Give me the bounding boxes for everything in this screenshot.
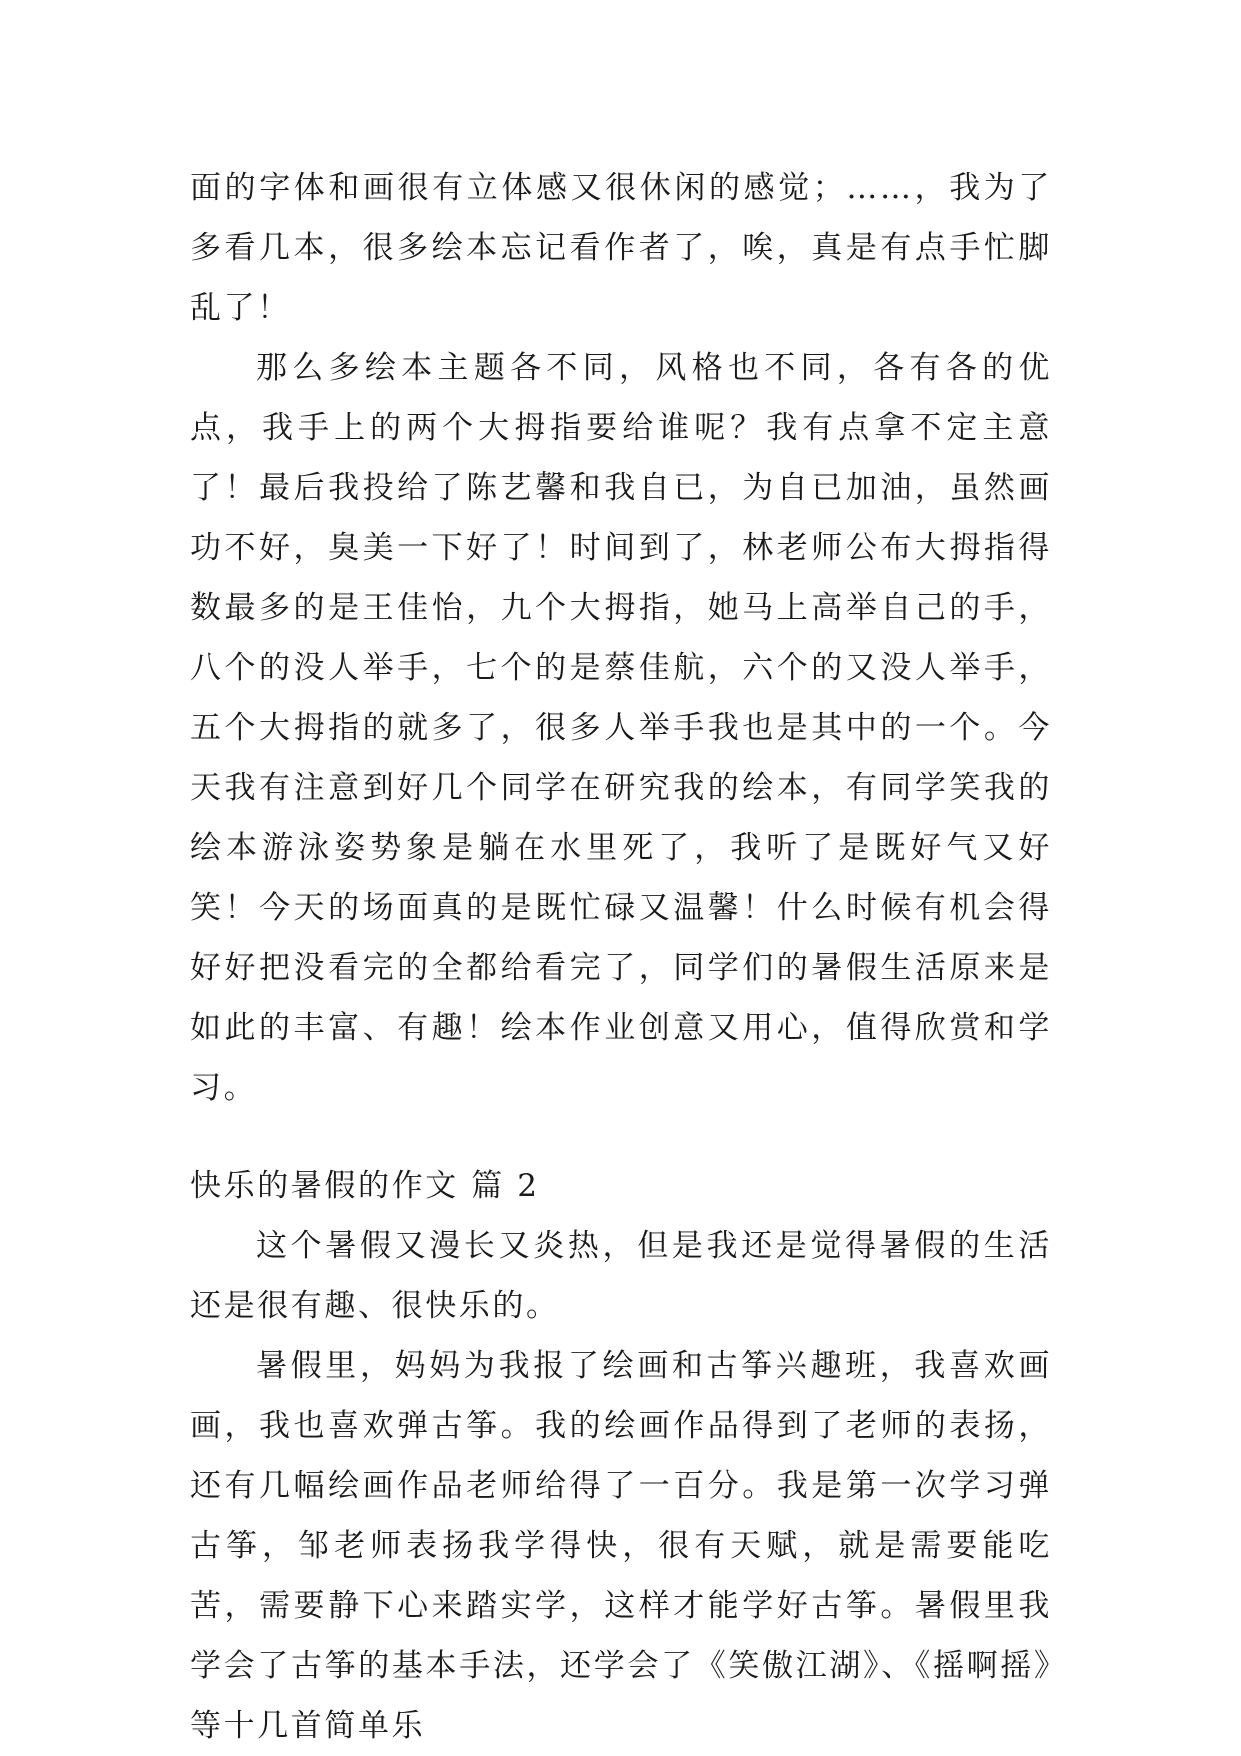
paragraph-summer-classes: 暑假里，妈妈为我报了绘画和古筝兴趣班，我喜欢画画，我也喜欢弹古筝。我的绘画作品得到了老师的表扬，还有几幅绘画作品老师给得了一百分。我是第一次学习弹古筝，邹老师表扬我学得快，很有天赋，就是需要能吃苦，需要静下心来踏实学，这样才能学好古筝。暑假里我学会了古筝的基本手法，还学会了《笑傲江湖》、《摇啊摇》等十几首简单乐 [190,1348,1052,1744]
section-title: 快乐的暑假的作文 篇 2 [190,1168,540,1204]
paragraph-thumbs-vote: 那么多绘本主题各不同，风格也不同，各有各的优点，我手上的两个大拇指要给谁呢？我有点拿不定主意了！最后我投给了陈艺馨和我自已，为自已加油，虽然画功不好，臭美一下好了！时间到了，林老师公布大拇指得数最多的是王佳怡，九个大拇指，她马上高举自己的手，八个的没人举手，七个的是蔡佳航，六个的又没人举手，五个大拇指的就多了，很多人举手我也是其中的一个。今天我有注意到好几个同学在研究我的绘本，有同学笑我的绘本游泳姿势象是躺在水里死了，我听了是既好气又好笑！今天的场面真的是既忙碌又温馨！什么时候有机会得好好把没看完的全都给看完了，同学们的暑假生活原来是如此的丰富、有趣！绘本作业创意又用心，值得欣赏和学习。 [190,350,1052,1106]
paragraph-continuation: 面的字体和画很有立体感又很休闲的感觉；……，我为了多看几本，很多绘本忘记看作者了，唉，真是有点手忙脚乱了！ [190,170,1052,326]
paragraph-summer-intro: 这个暑假又漫长又炎热，但是我还是觉得暑假的生活还是很有趣、很快乐的。 [190,1228,1052,1324]
document-body [190,158,1052,1756]
